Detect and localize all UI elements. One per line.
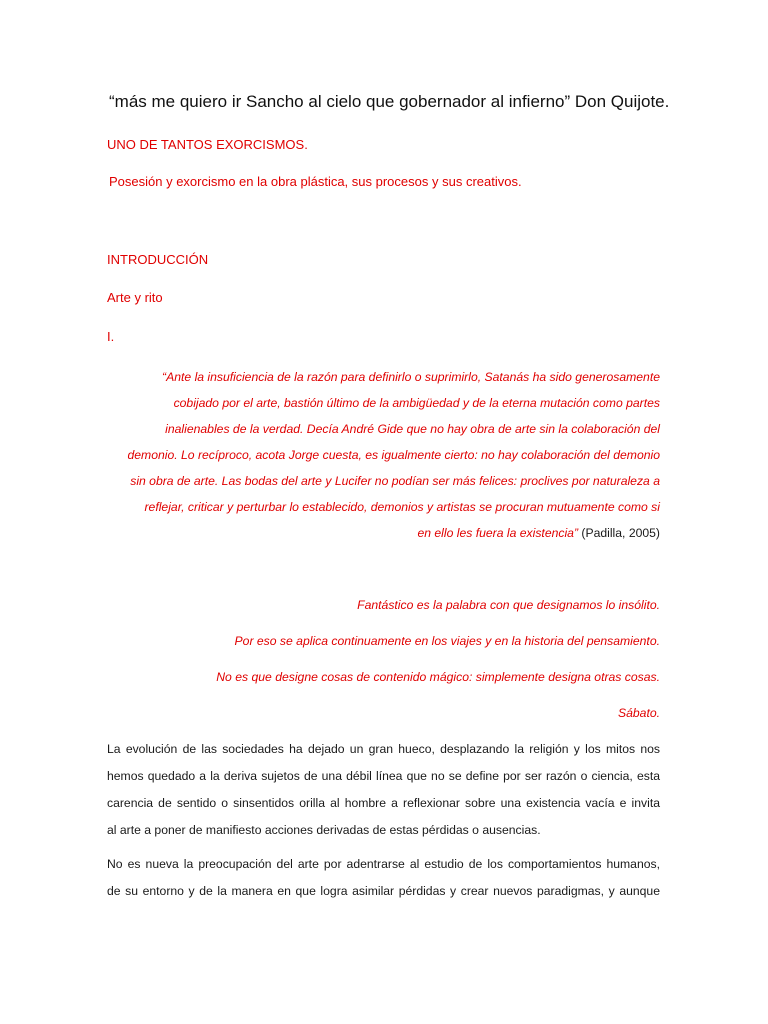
quote-line-final [100,520,660,546]
body-paragraph [107,738,660,846]
padilla-quote [100,364,660,546]
quote-line: inalienables de la verdad. Decía André Gide que no hay obra de arte sin la colaboración del [165,422,660,436]
document-subtitle: Posesión y exorcismo en la obra plástica, sus procesos y sus creativos. [109,174,522,189]
quote-line: cobijado por el arte, bastión último de la ambigüedad y de la eterna mutación como partes [173,396,660,410]
introduction-heading: INTRODUCCIÓN [107,252,209,267]
paragraph-line: La evolución de las sociedades ha dejado un gran hueco, desplazando la religión y los mitos nos [107,742,660,756]
quote-citation: (Padilla, 2005) [578,526,660,540]
sabato-quote-line: Por eso se aplica continuamente en los viajes y en la historia del pensamiento. [234,634,660,648]
sabato-quote-line: Fantástico es la palabra con que designamos lo insólito. [357,598,660,612]
paragraph-line: carencia de sentido o sinsentidos orilla al hombre a reflexionar sobre una existencia vacía e invita [107,796,660,810]
document-title: UNO DE TANTOS EXORCISMOS. [107,137,308,152]
paragraph-line: al arte a poner de manifiesto acciones derivadas de estas pérdidas o ausencias. [107,823,541,837]
paragraph-line: hemos quedado a la deriva sujetos de una débil línea que no se define por ser razón o ciencia, esta [107,769,660,783]
quote-line: “Ante la insuficiencia de la razón para definirlo o suprimirlo, Satanás ha sido generosamente [162,370,660,384]
sabato-quote-line: No es que designe cosas de contenido mágico: simplemente designa otras cosas. [216,670,660,684]
section-heading: Arte y rito [107,290,163,305]
epigraph: “más me quiero ir Sancho al cielo que gobernador al infierno” Don Quijote. [109,92,670,111]
quote-line: demonio. Lo recíproco, acota Jorge cuesta, es igualmente cierto: no hay colaboración del demonio [127,448,660,462]
quote-line: reflejar, criticar y perturbar lo establecido, demonios y artistas se procuran mutuamente como si [144,500,660,514]
quote-line-text: en ello les fuera la existencia” [417,526,579,540]
paragraph-line: de su entorno y de la manera en que logra asimilar pérdidas y crear nuevos paradigmas, y aunque [107,884,660,898]
quote-line: sin obra de arte. Las bodas del arte y Lucifer no podían ser más felices: proclives por naturaleza a [130,474,660,488]
paragraph-line: No es nueva la preocupación del arte por adentrarse al estudio de los comportamientos humanos, [107,857,660,871]
section-number: I. [107,329,115,344]
sabato-quote [100,594,660,738]
body-paragraph [107,853,660,907]
sabato-quote-author: Sábato. [617,706,660,720]
